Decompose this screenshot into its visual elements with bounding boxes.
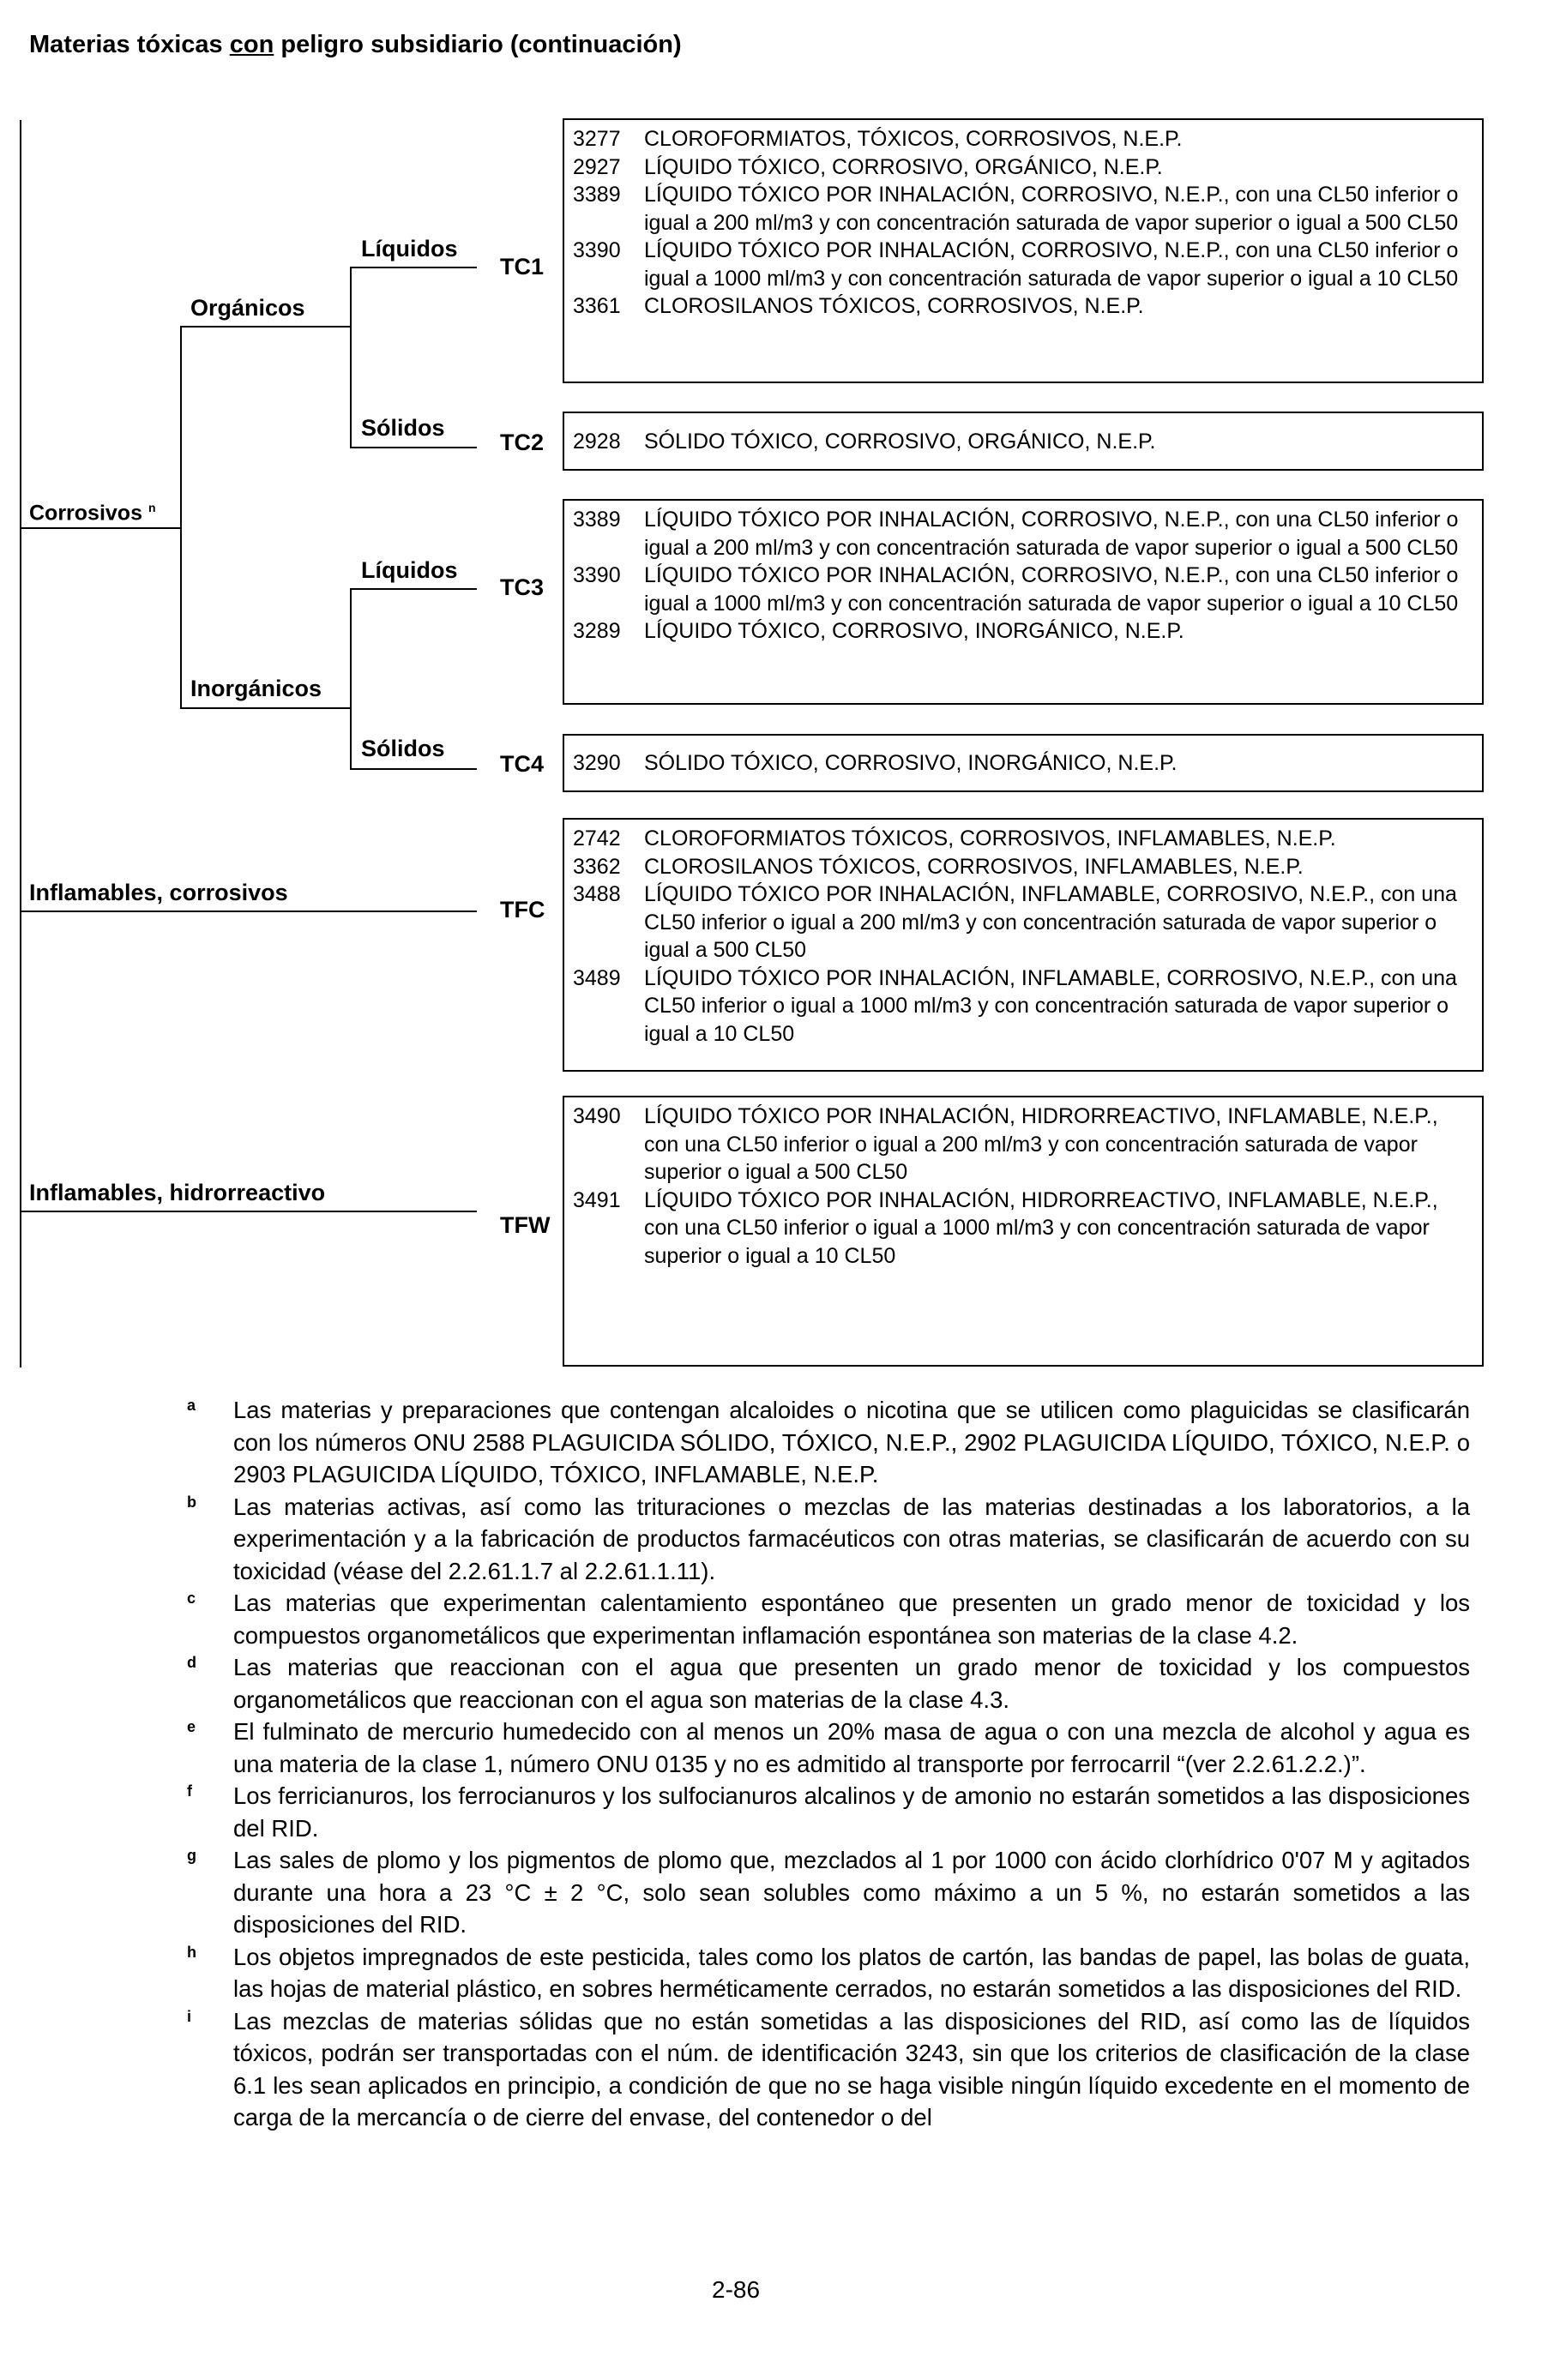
code-tfc: TFC xyxy=(500,897,545,923)
footnote-mark: g xyxy=(187,1847,196,1864)
footnote-mark: h xyxy=(187,1943,196,1961)
inorg-solidos-line xyxy=(350,768,477,770)
page-title: Materias tóxicas con peligro subsidiario (continuación) xyxy=(29,31,682,58)
un-number: 3389 xyxy=(573,508,621,532)
un-description: CLOROSILANOS TÓXICOS, CORROSIVOS, N.E.P. xyxy=(644,294,1144,318)
un-description: LÍQUIDO TÓXICO POR INHALACIÓN, CORROSIVO, N.E.P., con una CL50 inferior o igual a 1000 ml/m3 y con concentración saturada de vapor superior o igual a 10 CL50 xyxy=(644,238,1459,291)
entries-box-tfw xyxy=(563,1096,1484,1367)
footnote-text: Las materias activas, así como las trituraciones o mezclas de las materias destinadas a los laboratorios, a la experimentación y a la fabricación de productos farmacéuticos con otras materias, se clasificarán de acuerdo con su toxicidad (véase del 2.2.61.1.7 al 2.2.61.1.11). xyxy=(233,1493,1470,1584)
footnote-text: Las mezclas de materias sólidas que no están sometidas a las disposiciones del RID, así como las de líquidos tóxicos, podrán ser transportadas con el núm. de identificación 3243, sin que los criterios de clasificación de la clase 6.1 les sean aplicados en principio, a condición de que no se haga visible ningún líquido excedente en el momento de carga de la mercancía o de cierre del envase, del contenedor o del xyxy=(233,2007,1470,2131)
footnote xyxy=(187,1651,1470,1716)
org-liquidos-line xyxy=(350,267,477,268)
entries-box-tc4 xyxy=(563,734,1484,792)
un-number: 2928 xyxy=(573,430,621,454)
un-description: LÍQUIDO TÓXICO POR INHALACIÓN, CORROSIVO, N.E.P., con una CL50 inferior o igual a 1000 ml/m3 y con concentración saturada de vapor superior o igual a 10 CL50 xyxy=(644,563,1459,616)
inflamables-hidrorreactivo-label: Inflamables, hidrorreactivo xyxy=(29,1180,326,1205)
un-entry xyxy=(573,853,1475,881)
entries-box-tc2 xyxy=(563,412,1484,471)
inorg-liquidos-label: Líquidos xyxy=(361,557,458,583)
un-number: 3277 xyxy=(573,127,621,151)
page-number: 2-86 xyxy=(712,2276,761,2303)
code-tfw: TFW xyxy=(500,1212,551,1238)
footnote xyxy=(187,1394,1470,1491)
entries-box-tc1 xyxy=(563,118,1484,383)
un-description: LÍQUIDO TÓXICO POR INHALACIÓN, CORROSIVO, N.E.P., con una CL50 inferior o igual a 200 ml/m3 y con concentración saturada de vapor superior o igual a 500 CL50 xyxy=(644,508,1459,560)
un-number: 3390 xyxy=(573,563,621,587)
un-description: CLOROFORMIATOS TÓXICOS, CORROSIVOS, INFLAMABLES, N.E.P. xyxy=(644,826,1336,850)
un-entry xyxy=(573,1187,1475,1271)
code-tc4: TC4 xyxy=(500,751,545,777)
un-number: 3488 xyxy=(573,882,621,906)
footnote-text: Las materias y preparaciones que contengan alcaloides o nicotina que se utilicen como plaguicidas se clasificarán con los números ONU 2588 PLAGUICIDA SÓLIDO, TÓXICO, N.E.P., 2902 PLAGUICIDA LÍQUIDO, TÓXICO, N.E.P. o 2903 PLAGUICIDA LÍQUIDO, TÓXICO, INFLAMABLE, N.E.P. xyxy=(233,1397,1470,1488)
entries-box-tc3 xyxy=(563,499,1484,705)
footnote-mark: i xyxy=(187,2007,192,2025)
org-solidos-label: Sólidos xyxy=(361,415,445,441)
un-description: SÓLIDO TÓXICO, CORROSIVO, ORGÁNICO, N.E.P. xyxy=(644,430,1156,454)
un-number: 3389 xyxy=(573,183,621,207)
un-description: SÓLIDO TÓXICO, CORROSIVO, INORGÁNICO, N.E.P. xyxy=(644,751,1178,775)
inflamables-corrosivos-line xyxy=(20,911,477,912)
un-number: 2927 xyxy=(573,154,621,179)
un-description: LÍQUIDO TÓXICO, CORROSIVO, ORGÁNICO, N.E.P. xyxy=(644,154,1163,179)
un-description: LÍQUIDO TÓXICO POR INHALACIÓN, CORROSIVO, N.E.P., con una CL50 inferior o igual a 200 ml/m3 y con concentración saturada de vapor superior o igual a 500 CL50 xyxy=(644,183,1459,235)
un-description: LÍQUIDO TÓXICO, CORROSIVO, INORGÁNICO, N.E.P. xyxy=(644,619,1184,643)
un-number: 3362 xyxy=(573,854,621,879)
footnote-mark: c xyxy=(187,1590,196,1607)
code-tc1: TC1 xyxy=(500,254,545,279)
tree-trunk-line xyxy=(20,120,21,1367)
organicos-label: Orgánicos xyxy=(190,295,305,321)
footnote xyxy=(187,1844,1470,1941)
footnote-mark: b xyxy=(187,1493,196,1511)
un-description: LÍQUIDO TÓXICO POR INHALACIÓN, INFLAMABLE, CORROSIVO, N.E.P., con una CL50 inferior o igual a 1000 ml/m3 y con concentración saturada de vapor superior o igual a 10 CL50 xyxy=(644,965,1457,1046)
un-entry xyxy=(573,153,1475,182)
un-number: 3289 xyxy=(573,619,621,643)
un-number: 3490 xyxy=(573,1104,621,1128)
un-entry xyxy=(573,428,1475,456)
corrosivos-label: Corrosivos $^n$ xyxy=(29,501,156,526)
org-solidos-line xyxy=(350,447,477,448)
inorganicos-label: Inorgánicos xyxy=(190,676,322,701)
un-entry xyxy=(573,125,1475,153)
un-entry xyxy=(573,506,1475,562)
footnote-text: El fulminato de mercurio humedecido con al menos un 20% masa de agua o con una mezcla de alcohol y agua es una materia de la clase 1, número ONU 0135 y no es admitido al transporte por ferrocarril “(ver 2.2.61.2.2.)”. xyxy=(233,1718,1470,1777)
un-entry xyxy=(573,880,1475,965)
un-description: LÍQUIDO TÓXICO POR INHALACIÓN, INFLAMABLE, CORROSIVO, N.E.P., con una CL50 inferior o igual a 200 ml/m3 y con concentración saturada de vapor superior o igual a 500 CL50 xyxy=(644,882,1457,962)
footnote-mark: d xyxy=(187,1654,196,1671)
footnote-text: Las materias que reaccionan con el agua que presenten un grado menor de toxicidad y los compuestos organometálicos que reaccionan con el agua son materias de la clase 4.3. xyxy=(233,1654,1470,1713)
footnote xyxy=(187,1587,1470,1651)
un-description: LÍQUIDO TÓXICO POR INHALACIÓN, HIDRORREACTIVO, INFLAMABLE, N.E.P., con una CL50 inferior o igual a 1000 ml/m3 y con concentración saturada de vapor superior o igual a 10 CL50 xyxy=(644,1187,1438,1268)
corrosivos-split-line xyxy=(180,326,182,709)
footnote-text: Las sales de plomo y los pigmentos de plomo que, mezclados al 1 por 1000 con ácido clorhídrico 0'07 M y agitados durante una hora a 23 °C ± 2 °C, solo sean solubles como máximo a un 5 %, no estarán sometidos a las disposiciones del RID. xyxy=(233,1847,1470,1938)
un-entry xyxy=(573,237,1475,292)
footnotes xyxy=(187,1394,1470,2134)
inorg-solidos-label: Sólidos xyxy=(361,736,445,761)
un-description: CLOROSILANOS TÓXICOS, CORROSIVOS, INFLAMABLES, N.E.P. xyxy=(644,854,1304,879)
un-entry xyxy=(573,825,1475,853)
inorganicos-branch-line xyxy=(180,707,352,709)
un-number: 3491 xyxy=(573,1187,621,1212)
footnote-text: Los ferricianuros, los ferrocianuros y los sulfocianuros alcalinos y de amonio no estarán sometidos a las disposiciones del RID. xyxy=(233,1782,1470,1842)
organicos-branch-line xyxy=(180,326,352,328)
inflamables-corrosivos-label: Inflamables, corrosivos xyxy=(29,880,288,905)
un-number: 3290 xyxy=(573,751,621,775)
un-entry xyxy=(573,617,1475,646)
un-number: 3390 xyxy=(573,238,621,262)
inflamables-hidrorreactivo-line xyxy=(20,1211,477,1212)
un-entry xyxy=(573,292,1475,321)
un-entry xyxy=(573,749,1475,778)
footnote xyxy=(187,1941,1470,2005)
org-liquidos-label: Líquidos xyxy=(361,236,458,261)
un-number: 2742 xyxy=(573,826,621,850)
un-number: 3489 xyxy=(573,965,621,990)
un-description: CLOROFORMIATOS, TÓXICOS, CORROSIVOS, N.E.P. xyxy=(644,127,1183,151)
footnote xyxy=(187,1491,1470,1588)
footnote-mark: e xyxy=(187,1718,196,1735)
un-entry xyxy=(573,965,1475,1049)
entries-box-tfc xyxy=(563,818,1484,1072)
organicos-split-line xyxy=(350,267,352,448)
code-tc2: TC2 xyxy=(500,430,545,455)
un-entry xyxy=(573,1103,1475,1187)
footnote xyxy=(187,1716,1470,1780)
un-description: LÍQUIDO TÓXICO POR INHALACIÓN, HIDRORREACTIVO, INFLAMABLE, N.E.P., con una CL50 inferior o igual a 200 ml/m3 y con concentración saturada de vapor superior o igual a 500 CL50 xyxy=(644,1104,1438,1184)
footnote xyxy=(187,2005,1470,2134)
un-entry xyxy=(573,562,1475,617)
inorg-liquidos-line xyxy=(350,588,477,590)
footnote-text: Los objetos impregnados de este pesticida, tales como los platos de cartón, las bandas de papel, las bolas de guata, las hojas de material plástico, en sobres herméticamente cerrados, no estarán sometidos a las disposiciones del RID. xyxy=(233,1943,1470,2002)
footnote-mark: a xyxy=(187,1397,196,1414)
inorganicos-split-line xyxy=(350,588,352,770)
footnote-mark: f xyxy=(187,1782,192,1800)
un-entry xyxy=(573,181,1475,237)
corrosivos-branch-line xyxy=(20,527,180,529)
code-tc3: TC3 xyxy=(500,574,545,600)
footnote xyxy=(187,1780,1470,1844)
un-number: 3361 xyxy=(573,294,621,318)
footnote-text: Las materias que experimentan calentamiento espontáneo que presenten un grado menor de toxicidad y los compuestos organometálicos que experimentan inflamación espontánea son materias de la clase 4.2. xyxy=(233,1590,1470,1649)
